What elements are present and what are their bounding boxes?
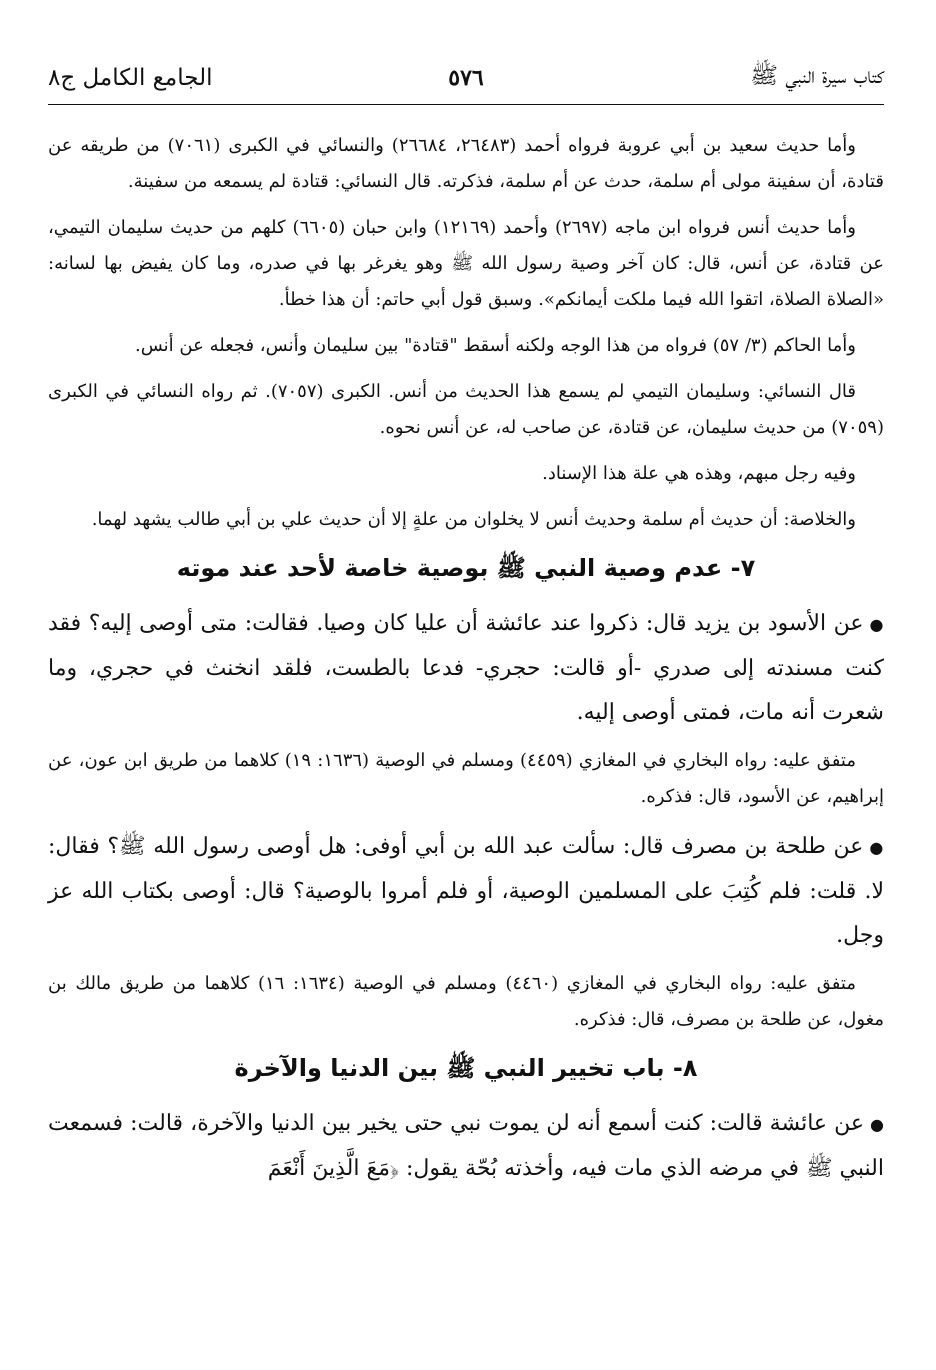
page-number: ٥٧٦ xyxy=(448,65,484,91)
header-volume-title: الجامع الكامل ج٨ xyxy=(48,65,213,91)
paragraph-6: والخلاصة: أن حديث أم سلمة وحديث أنس لا يخلوان من علةٍ إلا أن حديث علي بن أبي طالب يشهد لهما. xyxy=(91,509,856,530)
section-8-hadith-1 xyxy=(48,1102,884,1191)
section-7-heading: ٧- عدم وصية النبي ﷺ بوصية خاصة لأحد عند موته xyxy=(176,554,756,582)
section-7-takhrij-1: متفق عليه: رواه البخاري في المغازي (٤٤٥٩) ومسلم في الوصية (١٦٣٦: ١٩) كلاهما من طريق ابن عون، عن إبراهيم، عن الأسود، قال: فذكره. xyxy=(48,750,884,807)
paragraph-1: وأما حديث سعيد بن أبي عروبة فرواه أحمد (٢٦٤٨٣، ٢٦٦٨٤) والنسائي في الكبرى (٧٠٦١) من طريقه عن قتادة، أن سفينة مولى أم سلمة، حدث عن أم سلمة، فذكرته. قال النسائي: قتادة لم يسمعه من سفينة. xyxy=(48,135,884,192)
header-divider xyxy=(48,104,884,105)
section-7-hadith-1 xyxy=(48,602,884,735)
page-body xyxy=(48,128,884,1199)
bullet-icon: ● xyxy=(869,615,884,634)
paragraph-3: وأما الحاكم (٣/ ٥٧) فرواه من هذا الوجه ولكنه أسقط "قتادة" بين سليمان وأنس، فجعله عن أنس. xyxy=(135,335,856,356)
paragraph-4: قال النسائي: وسليمان التيمي لم يسمع هذا الحديث من أنس. الكبرى (٧٠٥٧). ثم رواه النسائي في الكبرى (٧٠٥٩) من حديث سليمان، عن قتادة، عن صاحب له، عن أنس نحوه. xyxy=(48,381,884,438)
section-7-takhrij-2: متفق عليه: رواه البخاري في المغازي (٤٤٦٠) ومسلم في الوصية (١٦٣٤: ١٦) كلاهما من طريق مالك بن مغول، عن طلحة بن مصرف، قال: فذكره. xyxy=(48,973,884,1030)
section-8-heading: ٨- باب تخيير النبي ﷺ بين الدنيا والآخرة xyxy=(234,1054,698,1082)
bullet-icon: ● xyxy=(869,838,884,857)
section-7-hadith-2 xyxy=(48,825,884,958)
page-header xyxy=(48,58,884,98)
hadith-text: عن عائشة قالت: كنت أسمع أنه لن يموت نبي حتى يخير بين الدنيا والآخرة، قالت: فسمعت النبي ﷺ في مرضه الذي مات فيه، وأخذته بُحّة يقول: ﴿مَعَ الَّذِينَ أَنْعَمَ xyxy=(48,1111,884,1181)
hadith-text: عن الأسود بن يزيد قال: ذكروا عند عائشة أن عليا كان وصيا. فقالت: متى أوصى إليه؟ فقد كنت مسندته إلى صدري -أو قالت: حجري- فدعا بالطست، فلقد انخنث في حجري، وما شعرت أنه مات، فمتى أوصى إليه. xyxy=(48,611,884,725)
bullet-icon: ● xyxy=(869,1115,884,1134)
paragraph-2: وأما حديث أنس فرواه ابن ماجه (٢٦٩٧) وأحمد (١٢١٦٩) وابن حبان (٦٦٠٥) كلهم من حديث سليمان التيمي، عن قتادة، عن أنس، قال: كان آخر وصية رسول الله ﷺ وهو يغرغر بها في صدره، وما كان يفيض بها لسانه: «الصلاة الصلاة، اتقوا الله فيما ملكت أيمانكم». وسبق قول أبي حاتم: أن هذا خطأ. xyxy=(48,217,884,310)
paragraph-5: وفيه رجل مبهم، وهذه هي علة هذا الإسناد. xyxy=(542,463,856,484)
hadith-text: عن طلحة بن مصرف قال: سألت عبد الله بن أبي أوفى: هل أوصى رسول الله ﷺ؟ فقال: لا. قلت: فلم كُتِبَ على المسلمين الوصية، أو فلم أمروا بالوصية؟ قال: أوصى بكتاب الله عز وجل. xyxy=(48,834,884,948)
header-book-title: كتاب سيرة النبي ﷺ xyxy=(750,63,884,89)
